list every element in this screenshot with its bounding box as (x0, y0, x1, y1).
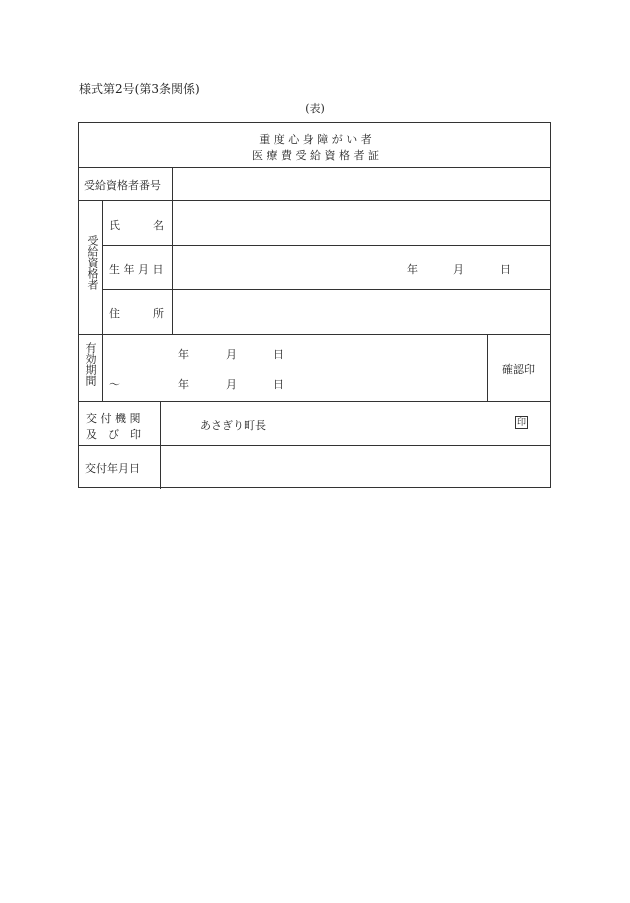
certificate-title-line-2: 医 療 費 受 給 資 格 者 証 (252, 149, 379, 162)
column-divider (102, 200, 103, 334)
birth-month-unit: 月 (453, 263, 464, 276)
validity-end-day-unit: 日 (273, 378, 284, 391)
validity-period-label: 有効期間 (84, 342, 97, 386)
birth-year-unit: 年 (407, 263, 418, 276)
certificate-title-line-1: 重 度 心 身 障 が い 者 (259, 133, 372, 146)
column-divider (102, 334, 103, 401)
address-field[interactable] (173, 290, 550, 334)
name-label: 氏 名 (109, 219, 164, 232)
address-label: 住 所 (109, 307, 164, 320)
issue-date-label: 交付年月日 (85, 462, 140, 475)
validity-end-year-unit: 年 (178, 378, 189, 391)
column-divider (487, 334, 488, 401)
validity-end-month-unit: 月 (226, 378, 237, 391)
row-divider (79, 334, 550, 335)
issue-date-field[interactable] (161, 446, 550, 488)
issuer-label-line-1: 交 付 機 関 (86, 412, 141, 425)
certificate-table (78, 122, 551, 488)
validity-start-month-unit: 月 (226, 348, 237, 361)
birth-day-unit: 日 (500, 263, 511, 276)
issuer-label-line-2: 及 び 印 (86, 428, 141, 441)
row-divider (102, 245, 550, 246)
birth-date-label: 生 年 月 日 (109, 263, 164, 276)
validity-start-day-unit: 日 (273, 348, 284, 361)
recipient-group-label: 受給資格者 (86, 235, 99, 290)
recipient-number-field[interactable] (173, 168, 550, 200)
row-divider (79, 401, 550, 402)
confirmation-seal-label: 確認印 (502, 363, 535, 376)
recipient-number-label: 受給資格者番号 (84, 179, 161, 192)
validity-start-year-unit: 年 (178, 348, 189, 361)
validity-tilde: ～ (109, 378, 120, 391)
form-number-label: 様式第2号(第3条関係) (79, 82, 200, 96)
name-field[interactable] (173, 201, 550, 245)
front-side-label: (表) (305, 102, 325, 115)
seal-mark: 印 (516, 418, 526, 428)
issuer-name: あさぎり町長 (200, 419, 266, 432)
